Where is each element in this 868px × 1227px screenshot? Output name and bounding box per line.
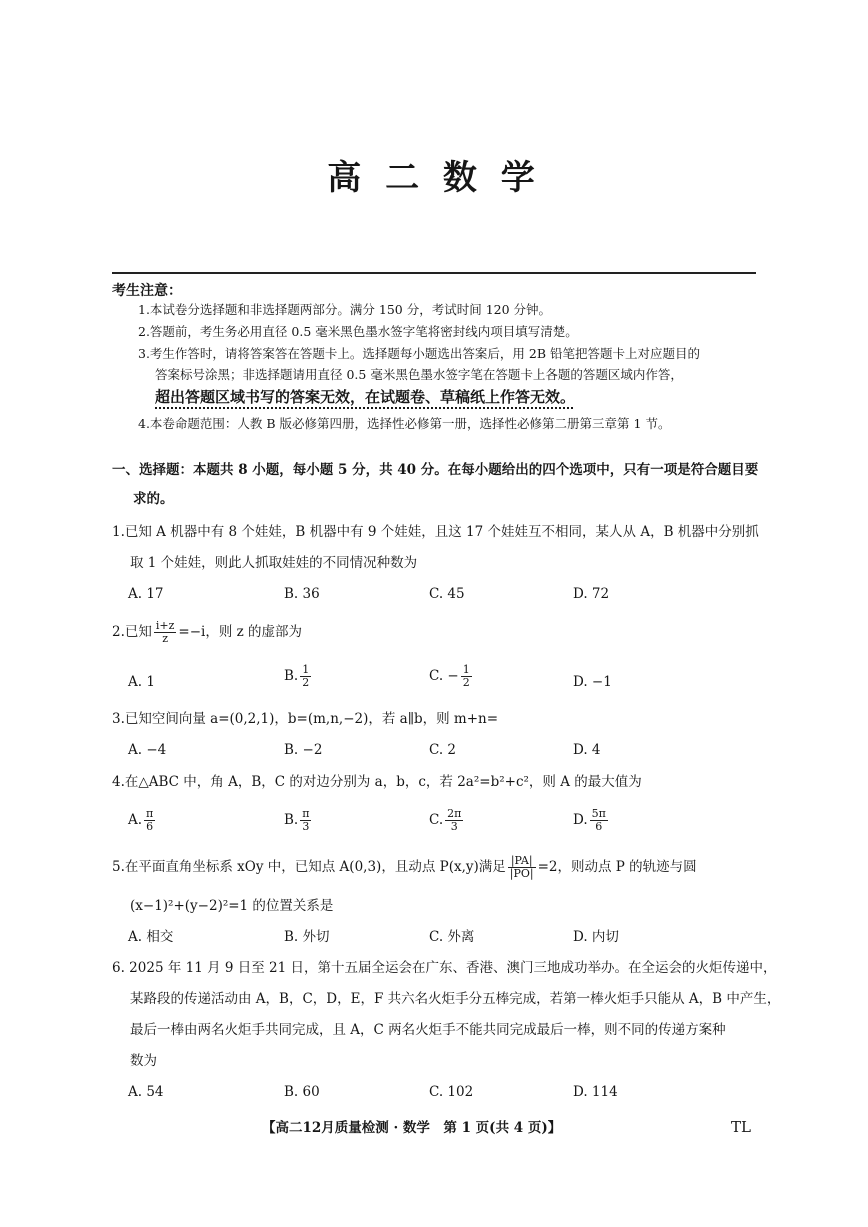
fraction-numerator: π bbox=[146, 807, 154, 820]
question-2-option-c bbox=[429, 664, 474, 689]
fraction-denominator: 6 bbox=[595, 820, 603, 833]
option-fraction bbox=[461, 664, 472, 689]
question-2-option-b bbox=[284, 664, 313, 689]
question-6-text-cont: 某路段的传递活动由 A，B，C，D，E，F 共六名火炬手分五棒完成，若第一棒火炬手只能从 A，B 中产生， bbox=[130, 991, 781, 1007]
question-5-suffix: =2，则动点 P 的轨迹与圆 bbox=[537, 859, 697, 875]
fraction-numerator: 1 bbox=[462, 663, 470, 676]
section-heading-cont: 求的。 bbox=[133, 491, 174, 507]
fraction-numerator: 2π bbox=[447, 807, 462, 820]
question-1-option-c: C. 45 bbox=[429, 586, 465, 602]
fraction-numerator: 1 bbox=[302, 663, 310, 676]
question-1-option-b: B. 36 bbox=[284, 586, 320, 602]
fraction-denominator: |PO| bbox=[509, 867, 534, 880]
question-6-text: 6. 2025 年 11 月 9 日至 21 日，第十五届全运会在广东、香港、澳门三地成功举办。在全运会的火炬传递中， bbox=[112, 960, 777, 976]
question-5-text bbox=[112, 855, 697, 880]
question-1-option-d: D. 72 bbox=[573, 586, 610, 602]
question-6-option-d: D. 114 bbox=[573, 1084, 618, 1100]
question-5-fraction bbox=[508, 855, 536, 880]
question-5-text-cont: (x−1)²+(y−2)²=1 的位置关系是 bbox=[130, 898, 334, 914]
question-3-text: 3.已知空间向量 a=(0,2,1)，b=(m,n,−2)，若 a∥b，则 m+n= bbox=[112, 711, 499, 727]
notice-emphasis-text: 超出答题区域书写的答案无效，在试题卷、草稿纸上作答无效。 bbox=[155, 388, 576, 406]
question-3-option-c: C. 2 bbox=[429, 742, 457, 758]
option-label: B. bbox=[284, 812, 299, 828]
option-fraction bbox=[300, 664, 311, 689]
notice-item: 2.答题前，考生务必用直径 0.5 毫米黑色墨水签字笔将密封线内项目填写清楚。 bbox=[138, 324, 578, 339]
page-title: 高 二 数 学 bbox=[327, 158, 541, 198]
option-fraction bbox=[590, 808, 608, 833]
fraction-denominator: 2 bbox=[462, 676, 470, 689]
question-4-option-b bbox=[284, 808, 313, 833]
question-6-option-b: B. 60 bbox=[284, 1084, 320, 1100]
option-fraction bbox=[445, 808, 463, 833]
question-3-option-d: D. 4 bbox=[573, 742, 601, 758]
fraction-numerator: i+z bbox=[155, 619, 175, 632]
question-6-text-cont: 数为 bbox=[130, 1053, 157, 1069]
question-3-option-b: B. −2 bbox=[284, 742, 323, 758]
option-label: C. bbox=[429, 812, 444, 828]
option-label: D. bbox=[573, 812, 588, 828]
question-2-prefix: 2.已知 bbox=[112, 624, 152, 640]
notice-item: 4.本卷命题范围：人教 B 版必修第四册，选择性必修第一册，选择性必修第二册第三章第 1 节。 bbox=[138, 416, 671, 431]
question-2-option-d: D. −1 bbox=[573, 674, 612, 690]
header-divider bbox=[112, 272, 756, 274]
notice-item: 3.考生作答时，请将答案答在答题卡上。选择题每小题选出答案后，用 2B 铅笔把答题卡上对应题目的 bbox=[138, 346, 701, 361]
fraction-numerator: 5π bbox=[591, 807, 606, 820]
question-1-text-cont: 取 1 个娃娃，则此人抓取娃娃的不同情况种数为 bbox=[130, 555, 418, 571]
option-label: B. bbox=[284, 668, 299, 684]
question-1-option-a: A. 17 bbox=[128, 586, 164, 602]
question-6-option-a: A. 54 bbox=[128, 1084, 164, 1100]
question-4-option-a bbox=[128, 808, 157, 833]
question-5-option-b: B. 外切 bbox=[284, 929, 330, 945]
question-2-suffix: =−i，则 z 的虚部为 bbox=[178, 624, 303, 640]
question-1-text: 1.已知 A 机器中有 8 个娃娃，B 机器中有 9 个娃娃，且这 17 个娃娃互不相同，某人从 A，B 机器中分别抓 bbox=[112, 524, 759, 540]
notice-heading: 考生注意： bbox=[112, 283, 182, 299]
option-label: C. − bbox=[429, 668, 459, 684]
option-fraction bbox=[144, 808, 155, 833]
question-2-fraction bbox=[154, 620, 177, 645]
fraction-numerator: |PA| bbox=[508, 855, 536, 868]
page-footer: 【高二12月质量检测 · 数学 第 1 页(共 4 页)】 bbox=[262, 1120, 562, 1136]
section-heading: 一、选择题：本题共 8 小题，每小题 5 分，共 40 分。在每小题给出的四个选项中，只有一项是符合题目要 bbox=[112, 462, 759, 478]
option-fraction bbox=[300, 808, 311, 833]
option-label: A. bbox=[128, 812, 143, 828]
question-4-option-c bbox=[429, 808, 465, 833]
notice-item: 1.本试卷分选择题和非选择题两部分。满分 150 分，考试时间 120 分钟。 bbox=[138, 302, 552, 317]
question-3-option-a: A. −4 bbox=[128, 742, 167, 758]
fraction-denominator: 3 bbox=[302, 820, 310, 833]
fraction-denominator: 6 bbox=[146, 820, 154, 833]
question-5-prefix: 5.在平面直角坐标系 xOy 中，已知点 A(0,3)，且动点 P(x,y)满足 bbox=[112, 859, 506, 875]
question-2-text bbox=[112, 620, 302, 645]
question-2-option-a: A. 1 bbox=[128, 674, 155, 690]
question-6-option-c: C. 102 bbox=[429, 1084, 474, 1100]
fraction-denominator: 3 bbox=[450, 820, 458, 833]
fraction-denominator: 2 bbox=[302, 676, 310, 689]
question-4-option-d bbox=[573, 808, 610, 833]
question-5-option-d: D. 内切 bbox=[573, 929, 619, 945]
notice-item: 答案标号涂黑；非选择题请用直径 0.5 毫米黑色墨水签字笔在答题卡上各题的答题区域内作答， bbox=[155, 367, 683, 382]
fraction-numerator: π bbox=[302, 807, 310, 820]
notice-emphasis bbox=[155, 387, 775, 407]
question-5-option-a: A. 相交 bbox=[128, 929, 174, 945]
question-4-text: 4.在△ABC 中，角 A，B，C 的对边分别为 a，b，c，若 2a²=b²+c²，则 A 的最大值为 bbox=[112, 774, 642, 790]
question-5-option-c: C. 外离 bbox=[429, 929, 475, 945]
corner-code: TL bbox=[731, 1118, 751, 1136]
question-6-text-cont: 最后一棒由两名火炬手共同完成，且 A，C 两名火炬手不能共同完成最后一棒，则不同的传递方案种 bbox=[130, 1022, 726, 1038]
fraction-denominator: z bbox=[162, 632, 169, 645]
